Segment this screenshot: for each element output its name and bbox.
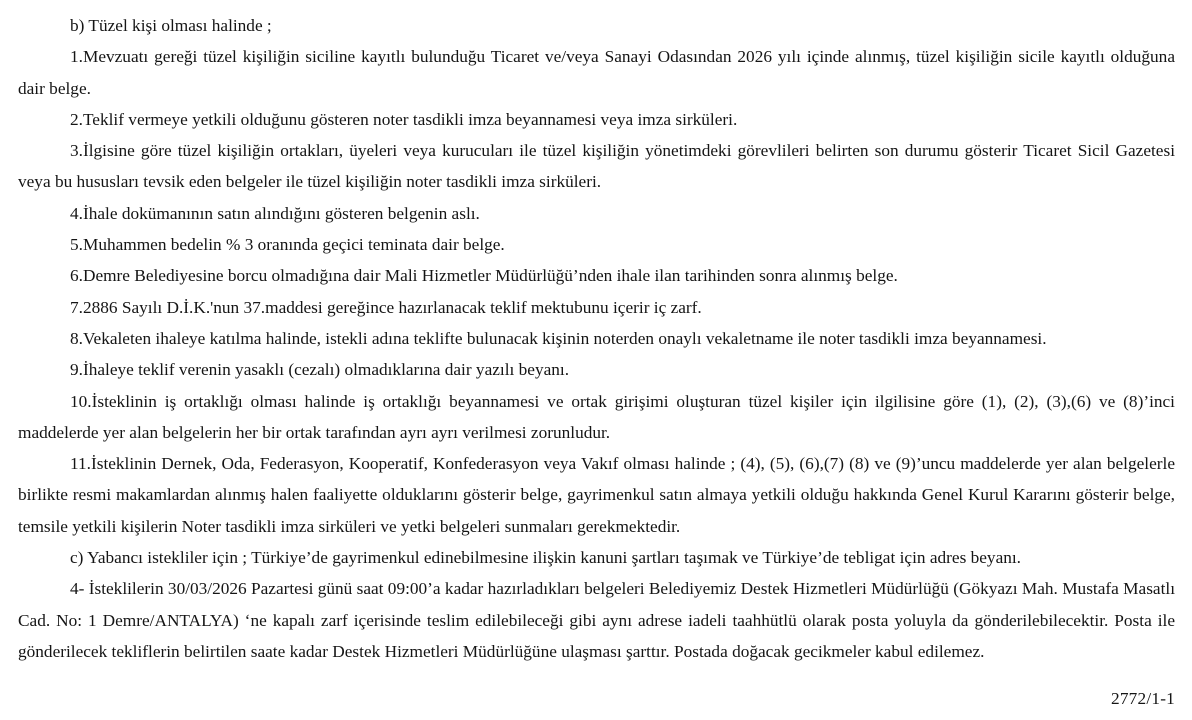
paragraph-item-b: b) Tüzel kişi olması halinde ; — [70, 16, 272, 35]
paragraph-item-4: 4.İhale dokümanının satın alındığını gösteren belgenin aslı. — [70, 203, 480, 223]
paragraph-item-3: 3.İlgisine göre tüzel kişiliğin ortakları, üyeleri veya kurucuları ile tüzel kişiliğin yönetimdeki görevlileri belirten son durumu gösterir Ticaret Sicil Gazetesi veya bu hususları tevsik eden belgeler ile tüzel kişiliğin noter tasdikli imza sirküleri. — [18, 141, 1175, 192]
document-body — [18, 10, 1175, 667]
paragraph-item-6: 6.Demre Belediyesine borcu olmadığına dair Mali Hizmetler Müdürlüğü’nden ihale ilan tarihinden sonra alınmış belge. — [70, 266, 898, 286]
paragraph-item-11: 11.İsteklinin Dernek, Oda, Federasyon, Kooperatif, Konfederasyon veya Vakıf olması halinde ; (4), (5), (6),(7) (8) ve (9)’uncu maddelerde yer alan belgelerle birlikte resmi makamlardan alınmış halen faaliyette olduklarını gösterir belge, gayrimenkul satın almaya yetkili olduğu hakkında Genel Kurul Kararını gösterir belge, temsile yetkili kişilerin Noter tasdikli imza sirküleri ve yetki belgeleri sunmaları gerekmektedir. — [18, 454, 1175, 536]
paragraph-item-2: 2.Teklif vermeye yetkili olduğunu gösteren noter tasdikli imza beyannamesi veya imza sirküleri. — [70, 109, 738, 129]
paragraph-item-7: 7.2886 Sayılı D.İ.K.'nun 37.maddesi gereğince hazırlanacak teklif mektubunu içerir iç zarf. — [70, 297, 702, 317]
paragraph-item-5: 5.Muhammen bedelin % 3 oranında geçici teminata dair belge. — [70, 235, 505, 255]
paragraph-item-8: 8.Vekaleten ihaleye katılma halinde, istekli adına teklifte bulunacak kişinin noterden onaylı vekaletname ile noter tasdikli imza beyannamesi. — [70, 328, 1047, 348]
paragraph-item-c: c) Yabancı istekliler için ; Türkiye’de gayrimenkul edinebilmesine ilişkin kanuni şartları taşımak ve Türkiye’de tebligat için adres beyanı. — [70, 548, 1021, 568]
paragraph-item-4-submission: 4- İsteklilerin 30/03/2026 Pazartesi günü saat 09:00’a kadar hazırladıkları belgeleri Belediyemiz Destek Hizmetleri Müdürlüğü (Gökyazı Mah. Mustafa Masatlı Cad. No: 1 Demre/ANTALYA) ‘ne kapalı zarf içerisinde teslim edilebileceği gibi aynı adrese iadeli taahhütlü olarak posta yoluyla da gönderilebilecektir. Posta ile gönderilecek tekliflerin belirtilen saate kadar Destek Hizmetleri Müdürlüğüne ulaşması şarttır. Postada doğacak gecikmeler kabul edilemez. — [18, 579, 1175, 661]
paragraph-item-1: 1.Mevzuatı gereği tüzel kişiliğin siciline kayıtlı bulunduğu Ticaret ve/veya Sanayi Odasından 2026 yılı içinde alınmış, tüzel kişiliğin sicile kayıtlı olduğuna dair belge. — [18, 47, 1175, 98]
footer-reference-number: 2772/1-1 — [1111, 689, 1175, 708]
paragraph-item-10: 10.İsteklinin iş ortaklığı olması halinde iş ortaklığı beyannamesi ve ortak girişimi oluşturan tüzel kişiler için ilgilisine göre (1), (2), (3),(6) ve (8)’inci maddelerde yer alan belgelerin her bir ortak tarafından ayrı ayrı verilmesi zorunludur. — [18, 391, 1175, 442]
paragraph-item-9: 9.İhaleye teklif verenin yasaklı (cezalı) olmadıklarına dair yazılı beyanı. — [70, 360, 570, 380]
